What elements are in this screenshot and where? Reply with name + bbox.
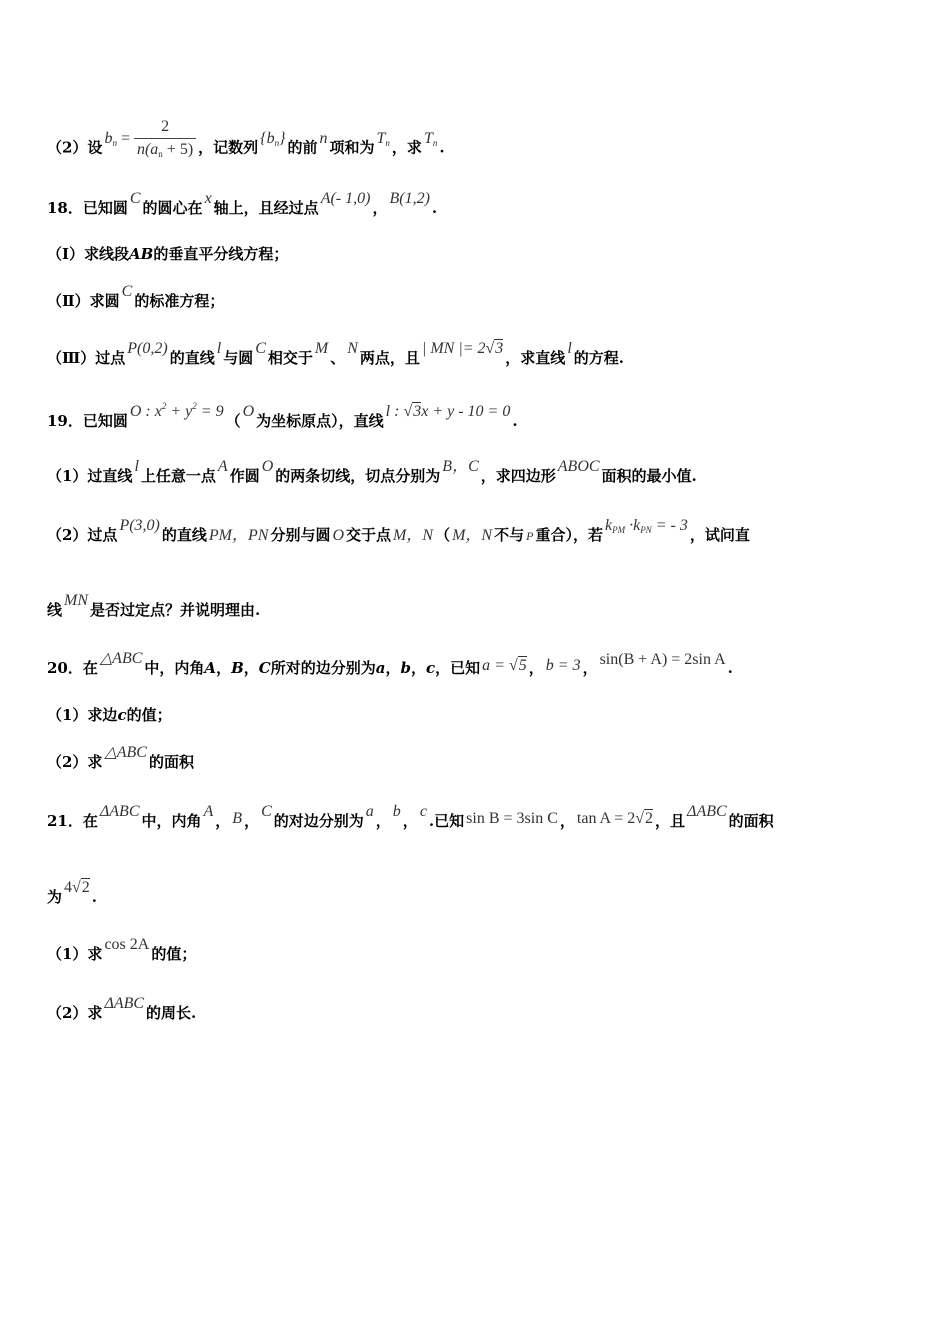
text: （2）求 <box>47 1004 103 1022</box>
math: l <box>567 340 572 357</box>
problem-19-part-1 <box>47 458 910 488</box>
math: a = √5 <box>482 657 527 674</box>
text: ， <box>372 199 388 217</box>
text: 分别与圆 <box>270 526 331 544</box>
text: . <box>91 888 98 906</box>
text: ，试问直 <box>689 526 750 544</box>
text: ， <box>528 659 544 677</box>
text: 21．在 <box>47 812 98 830</box>
math: b <box>392 803 401 820</box>
text: （Ⅱ）求圆 <box>47 292 120 310</box>
math: C <box>129 190 141 207</box>
problem-20-part-2 <box>47 744 910 774</box>
text: . <box>727 659 733 677</box>
text: 作圆 <box>229 467 260 485</box>
text: 两点，且 <box>359 349 420 367</box>
problem-21-stem-cont <box>47 879 910 909</box>
text: ， <box>243 659 259 677</box>
math: A <box>203 803 214 820</box>
problem-19-stem <box>47 401 910 433</box>
text: 中，内角 <box>144 659 205 677</box>
problem-21-part-2 <box>47 995 910 1025</box>
math: a <box>375 659 386 677</box>
text: （1）求边 <box>47 706 118 724</box>
math: C <box>258 659 271 677</box>
text: 的直线 <box>169 349 215 367</box>
math: P(0,2) <box>127 340 168 357</box>
text: （ <box>225 412 241 430</box>
problem-18-part-3 <box>47 340 910 370</box>
math: AB <box>129 245 154 263</box>
math: A <box>217 458 228 475</box>
math: | MN |= 2√3 <box>421 340 504 357</box>
text: 是否过定点？并说明理由. <box>90 601 261 619</box>
math: O <box>332 527 345 544</box>
text: ， <box>559 812 575 830</box>
text: 与圆 <box>223 349 254 367</box>
math: l : √3x + y - 10 = 0 <box>385 403 511 420</box>
math: c <box>426 659 436 677</box>
text: ，求 <box>391 138 422 157</box>
math: N <box>347 340 358 357</box>
math: M <box>314 340 329 357</box>
text: 中，内角 <box>141 812 202 830</box>
text: 为坐标原点），直线 <box>256 412 384 430</box>
math: sin(B + A) = 2sin A <box>599 651 726 668</box>
text: 项和为 <box>329 138 375 157</box>
text: 的圆心在 <box>142 199 203 217</box>
text: 线 <box>47 601 63 619</box>
text: 的前 <box>287 138 318 157</box>
math: l <box>134 458 139 475</box>
problem-19-part-2-cont <box>47 592 910 622</box>
fraction: $\frac{2}{n(a_n + 5)}$ <box>132 116 198 165</box>
text: ， <box>244 812 260 830</box>
math: x <box>204 190 212 207</box>
text: 的值； <box>151 945 197 963</box>
text: 交于点 <box>346 526 392 544</box>
text: 上任意一点 <box>140 467 216 485</box>
math: $\{b_n\}$ <box>260 129 286 148</box>
text: ，且 <box>655 812 686 830</box>
text: （Ⅲ）过点 <box>47 349 126 367</box>
text: 的对边分别为 <box>273 812 364 830</box>
text: 的值； <box>126 706 172 724</box>
text: ， <box>582 659 598 677</box>
math: B <box>232 810 243 827</box>
math: $b_n$ <box>104 129 117 148</box>
math: O : $x^2 + y^2 = 9$ <box>129 401 224 420</box>
problem-20-stem <box>47 650 910 680</box>
text: 重合），若 <box>535 526 603 544</box>
text: ，求四边形 <box>480 467 556 485</box>
math: A <box>204 659 217 677</box>
problem-21-part-1 <box>47 936 910 966</box>
math: n <box>319 129 328 147</box>
text: ， <box>375 812 391 830</box>
problem-18-part-1 <box>47 243 910 265</box>
math: O <box>261 458 274 475</box>
text: ， <box>402 812 418 830</box>
text: 的周长. <box>146 1004 197 1022</box>
text: ， <box>215 812 231 830</box>
text: 的直线 <box>161 526 207 544</box>
math: tan A = 2√2 <box>576 810 654 827</box>
math: ΔABC <box>104 995 145 1012</box>
text: （1）求 <box>47 945 103 963</box>
problem-20-part-1 <box>47 704 910 726</box>
math: $k_{PM} \cdot k_{PN}$ = - 3 <box>604 517 688 535</box>
math: c <box>117 706 127 724</box>
text: 的面积 <box>148 753 194 771</box>
math: c <box>419 803 427 820</box>
math: O <box>242 403 255 420</box>
math: B(1,2) <box>389 190 430 207</box>
problem-18-stem <box>47 190 910 220</box>
text: 的两条切线，切点分别为 <box>275 467 441 485</box>
text: （ <box>435 526 451 544</box>
text: 轴上，且经过点 <box>213 199 319 217</box>
text: （Ⅰ）求线段 <box>47 245 130 263</box>
math: b <box>400 659 411 677</box>
math: ΔABC <box>99 803 140 820</box>
math: cos 2A <box>104 936 150 953</box>
text: .已知 <box>428 812 465 830</box>
text: 20．在 <box>47 659 98 677</box>
text: ， <box>216 659 232 677</box>
text: （2）求 <box>47 753 103 771</box>
text: . <box>512 412 518 430</box>
math: PM，PN <box>208 527 269 544</box>
math: MN <box>64 592 89 609</box>
text: 的标准方程； <box>134 292 225 310</box>
text: 的垂直平分线方程； <box>153 245 289 263</box>
math: P <box>526 529 534 543</box>
text: （2）过点 <box>47 526 118 544</box>
math: △ABC <box>104 744 147 761</box>
math: B <box>231 659 244 677</box>
text: . <box>431 199 438 217</box>
problem-19-part-2 <box>47 517 910 551</box>
math: = <box>120 129 130 147</box>
math: ΔABC <box>687 803 727 820</box>
problem-17-part-2 <box>47 118 910 173</box>
math: C <box>255 340 266 357</box>
text: （1）过直线 <box>47 467 133 485</box>
math: 4√2 <box>64 879 90 896</box>
text: 为 <box>47 888 63 906</box>
math: $T_n$ <box>376 129 390 148</box>
text: 的面积 <box>728 812 774 830</box>
math: C <box>261 803 272 820</box>
math: P(3,0) <box>119 517 160 534</box>
text: 所对的边分别为 <box>270 659 376 677</box>
text: . <box>439 138 445 157</box>
math: C <box>121 283 133 300</box>
problem-18-part-2 <box>47 283 910 313</box>
text: ，已知 <box>435 659 481 677</box>
math: B，C <box>442 458 479 475</box>
text: 18．已知圆 <box>47 199 128 217</box>
text: 、 <box>330 349 346 367</box>
math: △ABC <box>99 650 143 667</box>
math: a <box>365 803 374 820</box>
text: ，求直线 <box>505 349 566 367</box>
text: ， <box>385 659 401 677</box>
math: b = 3 <box>545 657 581 674</box>
math: ABOC <box>557 458 600 475</box>
text: （2）设 <box>47 138 103 157</box>
math: sin B = 3sin C <box>466 810 558 827</box>
math: M，N <box>393 527 434 544</box>
math: M，N <box>452 527 493 544</box>
problem-21-stem <box>47 803 910 833</box>
text: ，记数列 <box>198 138 259 157</box>
math: A(- 1,0) <box>320 190 371 207</box>
text: 不与 <box>494 526 525 544</box>
text: 的方程. <box>573 349 624 367</box>
math: l <box>216 340 222 357</box>
math: $T_n$ <box>423 129 438 148</box>
text: 相交于 <box>267 349 313 367</box>
text: 面积的最小值. <box>601 467 697 485</box>
text: 19．已知圆 <box>47 412 128 430</box>
text: ， <box>411 659 427 677</box>
